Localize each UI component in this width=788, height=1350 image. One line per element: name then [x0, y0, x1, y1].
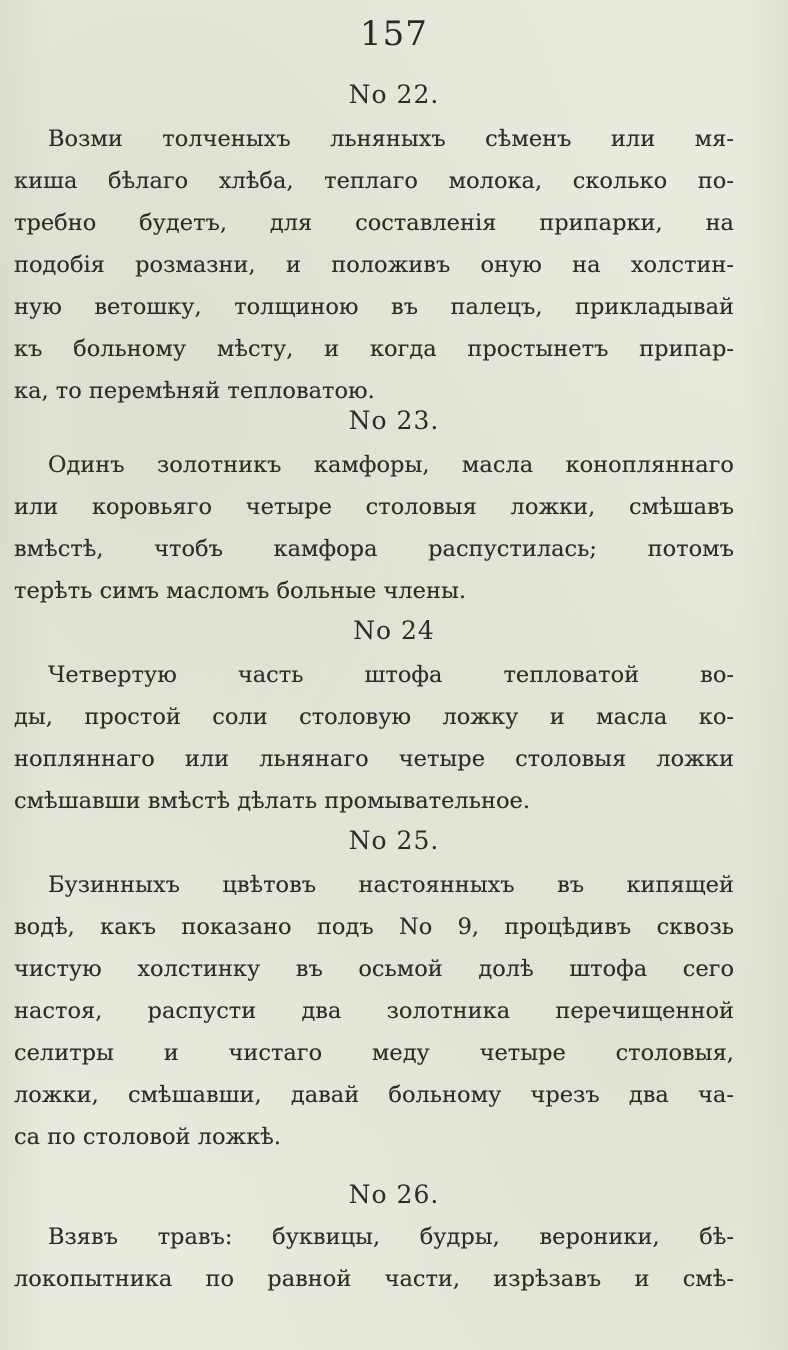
text-line: настоя, распусти два золотника перечищенной — [14, 998, 734, 1024]
text-line: вмѣстѣ, чтобъ камфора распустилась; потомъ — [14, 536, 734, 562]
text-line: подобія розмазни, и положивъ оную на холстин- — [14, 252, 734, 278]
text-line: или коровьяго четыре столовыя ложки, смѣшавъ — [14, 494, 734, 520]
text-line: нопляннаго или льнянаго четыре столовыя ложки — [14, 746, 734, 772]
text-line: смѣшавши вмѣстѣ дѣлать промывательное. — [14, 788, 530, 814]
recipe-heading-22: No 22. — [348, 80, 440, 109]
text-line: ка, то перемѣняй тепловатою. — [14, 378, 375, 404]
text-line: локопытника по равной части, изрѣзавъ и смѣ- — [14, 1266, 734, 1292]
recipe-heading-24: No 24 — [353, 616, 435, 645]
text-line: Бузинныхъ цвѣтовъ настоянныхъ въ кипящей — [48, 872, 734, 898]
text-line: Четвертую часть штофа тепловатой во- — [48, 662, 734, 688]
text-line: ложки, смѣшавши, давай больному чрезъ два ча- — [14, 1082, 734, 1108]
text-line: ды, простой соли столовую ложку и масла ко- — [14, 704, 734, 730]
recipe-text-26 — [14, 1216, 734, 1300]
text-line: са по столовой ложкѣ. — [14, 1124, 281, 1150]
text-line: киша бѣлаго хлѣба, теплаго молока, сколько по- — [14, 168, 734, 194]
text-line: Одинъ золотникъ камфоры, масла конопляннаго — [48, 452, 734, 478]
text-line: селитры и чистаго меду четыре столовыя, — [14, 1040, 734, 1066]
text-line: ную ветошку, толщиною въ палецъ, прикладывай — [14, 294, 734, 320]
recipe-heading-26: No 26. — [348, 1180, 440, 1209]
text-line: требно будетъ, для составленія припарки, на — [14, 210, 734, 236]
page-number: 157 — [360, 14, 428, 54]
text-line: къ больному мѣсту, и когда простынетъ припар- — [14, 336, 734, 362]
recipe-text-24 — [14, 654, 734, 822]
recipe-heading-23: No 23. — [348, 406, 440, 435]
recipe-text-25 — [14, 864, 734, 1158]
recipe-text-23 — [14, 444, 734, 612]
text-line: Возми толченыхъ льняныхъ сѣменъ или мя- — [48, 126, 734, 152]
text-line: Взявъ травъ: буквицы, будры, вероники, бѣ- — [48, 1224, 734, 1250]
recipe-text-22 — [14, 118, 734, 412]
recipe-heading-25: No 25. — [348, 826, 440, 855]
text-line: водѣ, какъ показано подъ No 9, процѣдивъ сквозь — [14, 914, 734, 940]
text-line: терѣть симъ масломъ больные члены. — [14, 578, 467, 604]
text-line: чистую холстинку въ осьмой долѣ штофа сего — [14, 956, 734, 982]
